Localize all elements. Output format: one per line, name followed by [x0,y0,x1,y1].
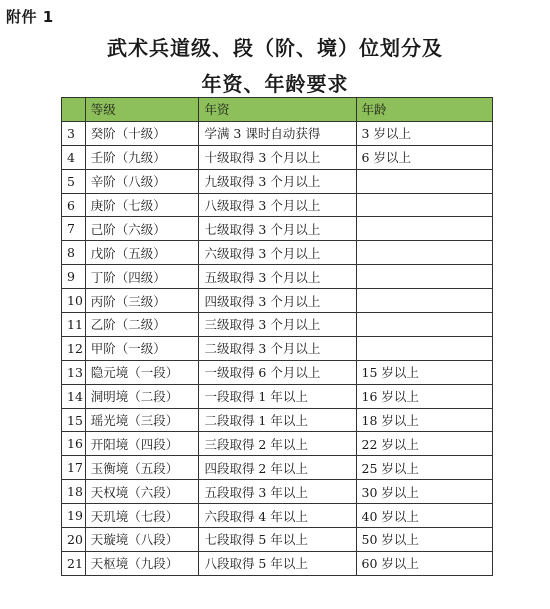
row-index-cell: 21 [62,551,86,575]
age-cell [356,336,492,360]
row-index-cell: 20 [62,528,86,552]
header-seniority: 年资 [199,98,356,122]
table-row [62,313,493,337]
table-row [62,480,493,504]
level-cell: 壬阶（九级） [85,145,199,169]
row-index-cell: 5 [62,169,86,193]
table-row [62,360,493,384]
level-cell: 洞明境（二段） [85,384,199,408]
level-cell: 乙阶（二级） [85,313,199,337]
level-cell: 庚阶（七级） [85,193,199,217]
level-cell: 丁阶（四级） [85,265,199,289]
seniority-cell: 十级取得 3 个月以上 [199,145,356,169]
row-index-cell: 18 [62,480,86,504]
age-cell: 6 岁以上 [356,145,492,169]
table-row [62,408,493,432]
age-cell: 30 岁以上 [356,480,492,504]
row-index-cell: 10 [62,289,86,313]
row-index-cell: 4 [62,145,86,169]
table-row [62,456,493,480]
age-cell [356,289,492,313]
row-index-cell: 13 [62,360,86,384]
age-cell: 25 岁以上 [356,456,492,480]
table-row [62,336,493,360]
header-level: 等级 [85,98,199,122]
table-row [62,551,493,575]
seniority-cell: 六级取得 3 个月以上 [199,241,356,265]
age-cell [356,193,492,217]
attachment-label: 附件 1 [6,8,54,26]
table-row [62,432,493,456]
age-cell: 50 岁以上 [356,528,492,552]
level-cell: 开阳境（四段） [85,432,199,456]
row-index-cell: 6 [62,193,86,217]
row-index-cell: 12 [62,336,86,360]
table-row [62,145,493,169]
age-cell [356,217,492,241]
age-cell: 3 岁以上 [356,121,492,145]
age-cell [356,241,492,265]
row-index-cell: 9 [62,265,86,289]
rank-requirements-table [61,97,493,576]
row-index-cell: 7 [62,217,86,241]
table-row [62,193,493,217]
age-cell [356,313,492,337]
table-row [62,217,493,241]
table-row [62,289,493,313]
seniority-cell: 四段取得 2 年以上 [199,456,356,480]
seniority-cell: 九级取得 3 个月以上 [199,169,356,193]
table-row [62,384,493,408]
level-cell: 瑶光境（三段） [85,408,199,432]
age-cell: 18 岁以上 [356,408,492,432]
row-index-cell: 8 [62,241,86,265]
row-index-cell: 16 [62,432,86,456]
table-row [62,121,493,145]
age-cell: 16 岁以上 [356,384,492,408]
seniority-cell: 七段取得 5 年以上 [199,528,356,552]
row-index-cell: 15 [62,408,86,432]
page-subtitle: 年资、年龄要求 [201,72,349,96]
page-title: 武术兵道级、段（阶、境）位划分及 [107,36,443,60]
level-cell: 天玑境（七段） [85,504,199,528]
table-row [62,504,493,528]
seniority-cell: 二级取得 3 个月以上 [199,336,356,360]
header-index [62,98,86,122]
seniority-cell: 一段取得 1 年以上 [199,384,356,408]
table-row [62,528,493,552]
seniority-cell: 三级取得 3 个月以上 [199,313,356,337]
level-cell: 己阶（六级） [85,217,199,241]
age-cell: 40 岁以上 [356,504,492,528]
seniority-cell: 学满 3 课时自动获得 [199,121,356,145]
row-index-cell: 19 [62,504,86,528]
seniority-cell: 六段取得 4 年以上 [199,504,356,528]
seniority-cell: 八段取得 5 年以上 [199,551,356,575]
age-cell: 22 岁以上 [356,432,492,456]
seniority-cell: 七级取得 3 个月以上 [199,217,356,241]
level-cell: 癸阶（十级） [85,121,199,145]
level-cell: 天璇境（八段） [85,528,199,552]
header-age: 年龄 [356,98,492,122]
row-index-cell: 3 [62,121,86,145]
seniority-cell: 五段取得 3 年以上 [199,480,356,504]
seniority-cell: 一级取得 6 个月以上 [199,360,356,384]
table-row [62,265,493,289]
level-cell: 戊阶（五级） [85,241,199,265]
seniority-cell: 四级取得 3 个月以上 [199,289,356,313]
table-body [62,121,493,575]
row-index-cell: 17 [62,456,86,480]
age-cell [356,169,492,193]
level-cell: 丙阶（三级） [85,289,199,313]
level-cell: 天枢境（九段） [85,551,199,575]
table-row [62,241,493,265]
seniority-cell: 三段取得 2 年以上 [199,432,356,456]
age-cell: 60 岁以上 [356,551,492,575]
level-cell: 甲阶（一级） [85,336,199,360]
row-index-cell: 14 [62,384,86,408]
level-cell: 辛阶（八级） [85,169,199,193]
level-cell: 天权境（六段） [85,480,199,504]
table-row [62,169,493,193]
seniority-cell: 五级取得 3 个月以上 [199,265,356,289]
row-index-cell: 11 [62,313,86,337]
seniority-cell: 八级取得 3 个月以上 [199,193,356,217]
level-cell: 玉衡境（五段） [85,456,199,480]
level-cell: 隐元境（一段） [85,360,199,384]
seniority-cell: 二段取得 1 年以上 [199,408,356,432]
age-cell [356,265,492,289]
age-cell: 15 岁以上 [356,360,492,384]
table-header-row [62,98,493,122]
